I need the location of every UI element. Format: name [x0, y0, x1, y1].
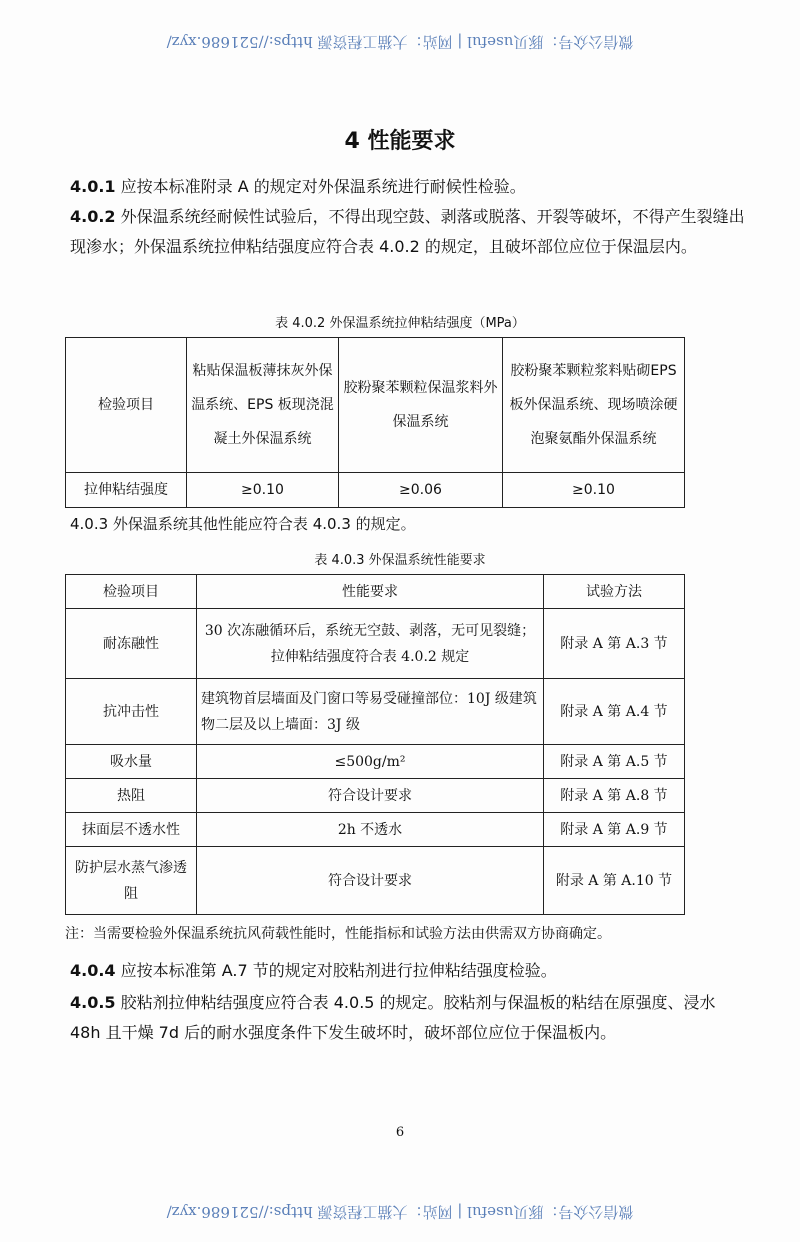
table-cell: 试验方法 [544, 575, 685, 609]
section-title: 4 性能要求 [344, 129, 456, 154]
table-cell: 胶粉聚苯颗粒保温浆料外保温系统 [339, 338, 503, 473]
table2-caption: 表 4.0.3 外保温系统性能要求 [314, 553, 486, 568]
table1-caption: 表 4.0.2 外保温系统拉伸粘结强度（MPa） [275, 316, 525, 331]
table-cell: 检验项目 [66, 575, 197, 609]
table-cell: 热阻 [66, 779, 197, 813]
table-cell: 附录 A 第 A.4 节 [544, 679, 685, 745]
table-cell: 建筑物首层墙面及门窗口等易受碰撞部位：10J 级建筑物二层及以上墙面：3J 级 [197, 679, 544, 745]
table-cell: 吸水量 [66, 745, 197, 779]
table-cell: 耐冻融性 [66, 609, 197, 679]
table-cell: ≤500g/m² [197, 745, 544, 779]
table-row [66, 813, 685, 847]
table-cell: 2h 不透水 [197, 813, 544, 847]
table-cell: 粘贴保温板薄抹灰外保温系统、EPS 板现浇混凝土外保温系统 [187, 338, 339, 473]
table-row [66, 779, 685, 813]
watermark-top: 微信公众号：豚贝useful | 网站：大猫工程资源 https://521686.xyz/ [166, 33, 634, 51]
clause-4-0-1: 4.0.1 应按本标准附录 A 的规定对外保温系统进行耐候性检验。 [70, 177, 526, 196]
table-cell: ≥0.10 [503, 473, 685, 508]
table-header-row [66, 575, 685, 609]
table-cell: 30 次冻融循环后，系统无空鼓、剥落，无可见裂缝；拉伸粘结强度符合表 4.0.2 规定 [197, 609, 544, 679]
table-cell: 符合设计要求 [197, 779, 544, 813]
page-number: 6 [395, 1125, 405, 1140]
table-cell: 附录 A 第 A.10 节 [544, 847, 685, 915]
table-row [66, 745, 685, 779]
table-cell: ≥0.06 [339, 473, 503, 508]
table-cell: 拉伸粘结强度 [66, 473, 187, 508]
table-cell: 防护层水蒸气渗透阻 [66, 847, 197, 915]
table-cell: 性能要求 [197, 575, 544, 609]
table-row [66, 679, 685, 745]
watermark-bottom: 微信公众号：豚贝useful | 网站：大猫工程资源 https://521686.xyz/ [166, 1203, 634, 1221]
table-cell: 胶粉聚苯颗粒浆料贴砌EPS 板外保温系统、现场喷涂硬泡聚氨酯外保温系统 [503, 338, 685, 473]
clause-4-0-4: 4.0.4 应按本标准第 A.7 节的规定对胶粘剂进行拉伸粘结强度检验。 [70, 961, 557, 980]
table-row [66, 847, 685, 915]
table-cell: 检验项目 [66, 338, 187, 473]
table-cell: 附录 A 第 A.3 节 [544, 609, 685, 679]
table-cell: 附录 A 第 A.8 节 [544, 779, 685, 813]
table-note: 注：当需要检验外保温系统抗风荷载性能时，性能指标和试验方法由供需双方协商确定。 [65, 926, 611, 942]
table-row [66, 473, 685, 508]
clause-4-0-5: 4.0.5 胶粘剂拉伸粘结强度应符合表 4.0.5 的规定。胶粘剂与保温板的粘结在原强度、浸水 48h 且干燥 7d 后的耐水强度条件下发生破坏时，破坏部位应位于保温板内。 [70, 993, 716, 1042]
table-row [66, 609, 685, 679]
table-cell: 符合设计要求 [197, 847, 544, 915]
table-header-row [66, 338, 685, 473]
table-cell: 附录 A 第 A.9 节 [544, 813, 685, 847]
table-cell: 抗冲击性 [66, 679, 197, 745]
clause-4-0-3: 4.0.3 外保温系统其他性能应符合表 4.0.3 的规定。 [70, 515, 416, 533]
table-4-0-3 [65, 574, 685, 915]
table-cell: 抹面层不透水性 [66, 813, 197, 847]
table-cell: 附录 A 第 A.5 节 [544, 745, 685, 779]
clause-4-0-2: 4.0.2 外保温系统经耐候性试验后，不得出现空鼓、剥落或脱落、开裂等破坏，不得产生裂缝出现渗水；外保温系统拉伸粘结强度应符合表 4.0.2 的规定，且破坏部位应位于保温层内。 [70, 207, 745, 256]
table-cell: ≥0.10 [187, 473, 339, 508]
table-4-0-2 [65, 337, 685, 508]
